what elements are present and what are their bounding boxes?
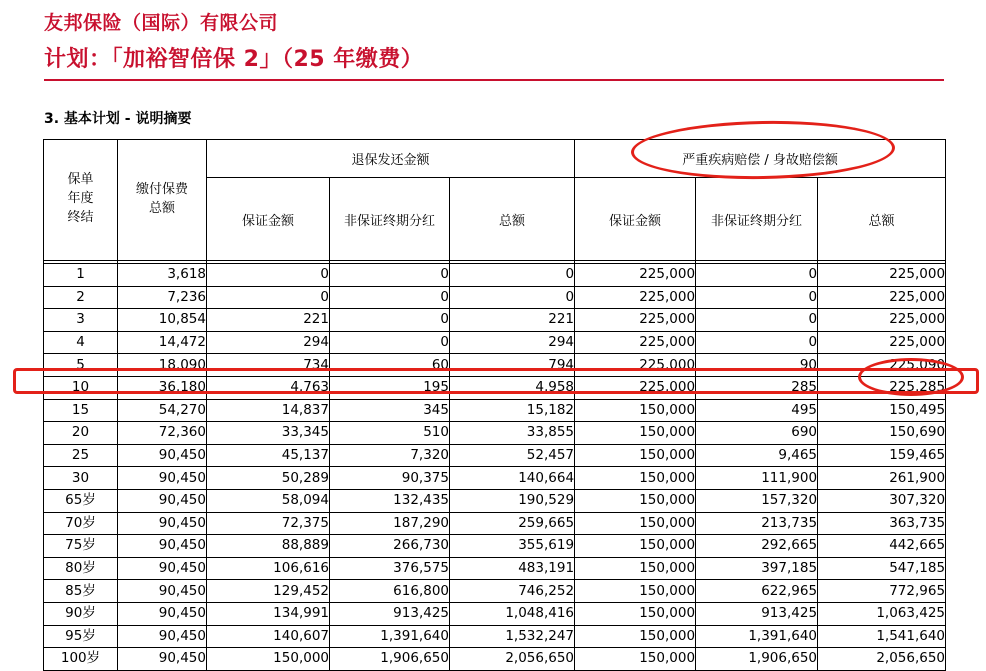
table-row bbox=[44, 444, 946, 467]
cell-claim-bonus: 622,965 bbox=[696, 580, 818, 603]
cell-year: 80岁 bbox=[44, 557, 118, 580]
cell-surrender-bonus: 345 bbox=[330, 399, 450, 422]
header-surrender-guaranteed: 保证金额 bbox=[207, 178, 330, 261]
cell-year: 65岁 bbox=[44, 489, 118, 512]
cell-surrender-bonus: 266,730 bbox=[330, 535, 450, 558]
table-row bbox=[44, 625, 946, 648]
cell-surrender-total: 483,191 bbox=[450, 557, 575, 580]
cell-surrender-guaranteed: 0 bbox=[207, 264, 330, 287]
cell-year: 1 bbox=[44, 264, 118, 287]
cell-premium: 18,090 bbox=[118, 354, 207, 377]
cell-claim-guaranteed: 150,000 bbox=[575, 602, 696, 625]
cell-claim-bonus: 157,320 bbox=[696, 489, 818, 512]
header-claim-amount: 严重疾病赔偿 / 身故赔偿额 bbox=[575, 140, 946, 178]
cell-surrender-total: 1,048,416 bbox=[450, 602, 575, 625]
cell-claim-guaranteed: 225,000 bbox=[575, 264, 696, 287]
cell-claim-bonus: 111,900 bbox=[696, 467, 818, 490]
cell-year: 4 bbox=[44, 331, 118, 354]
cell-surrender-bonus: 0 bbox=[330, 286, 450, 309]
cell-claim-guaranteed: 150,000 bbox=[575, 625, 696, 648]
cell-premium: 54,270 bbox=[118, 399, 207, 422]
cell-year: 100岁 bbox=[44, 648, 118, 671]
cell-claim-total: 1,063,425 bbox=[818, 602, 946, 625]
table-row bbox=[44, 535, 946, 558]
cell-surrender-guaranteed: 150,000 bbox=[207, 648, 330, 671]
header-claim-bonus: 非保证终期分红 bbox=[696, 178, 818, 261]
cell-claim-guaranteed: 150,000 bbox=[575, 399, 696, 422]
cell-claim-total: 225,285 bbox=[818, 376, 946, 399]
cell-surrender-guaranteed: 45,137 bbox=[207, 444, 330, 467]
cell-surrender-guaranteed: 134,991 bbox=[207, 602, 330, 625]
cell-surrender-bonus: 195 bbox=[330, 376, 450, 399]
cell-claim-total: 261,900 bbox=[818, 467, 946, 490]
cell-year: 2 bbox=[44, 286, 118, 309]
cell-surrender-total: 190,529 bbox=[450, 489, 575, 512]
cell-year: 5 bbox=[44, 354, 118, 377]
cell-premium: 90,450 bbox=[118, 580, 207, 603]
cell-surrender-bonus: 7,320 bbox=[330, 444, 450, 467]
cell-claim-bonus: 0 bbox=[696, 264, 818, 287]
cell-claim-bonus: 690 bbox=[696, 422, 818, 445]
cell-surrender-bonus: 132,435 bbox=[330, 489, 450, 512]
cell-year: 70岁 bbox=[44, 512, 118, 535]
header-total-premium: 缴付保费 总额 bbox=[118, 140, 207, 261]
cell-surrender-total: 221 bbox=[450, 309, 575, 332]
cell-year: 10 bbox=[44, 376, 118, 399]
cell-surrender-bonus: 510 bbox=[330, 422, 450, 445]
cell-surrender-total: 0 bbox=[450, 286, 575, 309]
cell-surrender-total: 4,958 bbox=[450, 376, 575, 399]
table-row bbox=[44, 422, 946, 445]
cell-claim-guaranteed: 225,000 bbox=[575, 376, 696, 399]
table-body bbox=[44, 261, 946, 671]
cell-surrender-bonus: 0 bbox=[330, 264, 450, 287]
cell-surrender-total: 355,619 bbox=[450, 535, 575, 558]
cell-surrender-total: 52,457 bbox=[450, 444, 575, 467]
cell-surrender-total: 140,664 bbox=[450, 467, 575, 490]
cell-claim-bonus: 0 bbox=[696, 331, 818, 354]
cell-claim-total: 225,000 bbox=[818, 264, 946, 287]
cell-surrender-total: 0 bbox=[450, 264, 575, 287]
cell-claim-bonus: 0 bbox=[696, 309, 818, 332]
cell-claim-total: 159,465 bbox=[818, 444, 946, 467]
cell-surrender-bonus: 1,906,650 bbox=[330, 648, 450, 671]
cell-premium: 90,450 bbox=[118, 625, 207, 648]
cell-year: 95岁 bbox=[44, 625, 118, 648]
cell-surrender-total: 15,182 bbox=[450, 399, 575, 422]
cell-claim-guaranteed: 225,000 bbox=[575, 309, 696, 332]
cell-claim-total: 547,185 bbox=[818, 557, 946, 580]
cell-year: 85岁 bbox=[44, 580, 118, 603]
table-row bbox=[44, 376, 946, 399]
table-row bbox=[44, 580, 946, 603]
cell-claim-guaranteed: 150,000 bbox=[575, 648, 696, 671]
table-row bbox=[44, 512, 946, 535]
cell-premium: 10,854 bbox=[118, 309, 207, 332]
cell-surrender-guaranteed: 294 bbox=[207, 331, 330, 354]
table-row bbox=[44, 264, 946, 287]
table-row bbox=[44, 467, 946, 490]
cell-claim-bonus: 495 bbox=[696, 399, 818, 422]
cell-claim-total: 150,495 bbox=[818, 399, 946, 422]
cell-claim-bonus: 213,735 bbox=[696, 512, 818, 535]
cell-premium: 90,450 bbox=[118, 489, 207, 512]
cell-premium: 90,450 bbox=[118, 557, 207, 580]
cell-surrender-guaranteed: 88,889 bbox=[207, 535, 330, 558]
cell-claim-total: 225,000 bbox=[818, 309, 946, 332]
cell-premium: 90,450 bbox=[118, 602, 207, 625]
table-row bbox=[44, 309, 946, 332]
plan-title: 计划：「加裕智倍保 2」（25 年缴费） bbox=[44, 47, 424, 72]
cell-year: 30 bbox=[44, 467, 118, 490]
cell-surrender-guaranteed: 72,375 bbox=[207, 512, 330, 535]
table-row bbox=[44, 557, 946, 580]
cell-claim-total: 363,735 bbox=[818, 512, 946, 535]
cell-surrender-guaranteed: 140,607 bbox=[207, 625, 330, 648]
cell-surrender-total: 294 bbox=[450, 331, 575, 354]
cell-year: 25 bbox=[44, 444, 118, 467]
cell-claim-guaranteed: 150,000 bbox=[575, 444, 696, 467]
cell-claim-bonus: 292,665 bbox=[696, 535, 818, 558]
header-surrender-bonus: 非保证终期分红 bbox=[330, 178, 450, 261]
cell-year: 90岁 bbox=[44, 602, 118, 625]
cell-premium: 7,236 bbox=[118, 286, 207, 309]
title-divider bbox=[44, 79, 944, 81]
header-surrender-total: 总额 bbox=[450, 178, 575, 261]
cell-claim-bonus: 1,906,650 bbox=[696, 648, 818, 671]
cell-claim-guaranteed: 225,000 bbox=[575, 286, 696, 309]
header-claim-guaranteed: 保证金额 bbox=[575, 178, 696, 261]
cell-surrender-total: 794 bbox=[450, 354, 575, 377]
cell-surrender-guaranteed: 734 bbox=[207, 354, 330, 377]
cell-surrender-total: 2,056,650 bbox=[450, 648, 575, 671]
cell-claim-bonus: 1,391,640 bbox=[696, 625, 818, 648]
cell-claim-bonus: 913,425 bbox=[696, 602, 818, 625]
header-surrender-value: 退保发还金额 bbox=[207, 140, 575, 178]
cell-premium: 90,450 bbox=[118, 535, 207, 558]
table-row bbox=[44, 602, 946, 625]
cell-year: 3 bbox=[44, 309, 118, 332]
cell-surrender-guaranteed: 58,094 bbox=[207, 489, 330, 512]
table-row bbox=[44, 399, 946, 422]
cell-claim-total: 225,000 bbox=[818, 331, 946, 354]
cell-surrender-guaranteed: 106,616 bbox=[207, 557, 330, 580]
cell-premium: 14,472 bbox=[118, 331, 207, 354]
company-name: 友邦保险（国际）有限公司 bbox=[44, 12, 279, 34]
cell-surrender-bonus: 1,391,640 bbox=[330, 625, 450, 648]
cell-surrender-total: 746,252 bbox=[450, 580, 575, 603]
cell-surrender-total: 259,665 bbox=[450, 512, 575, 535]
cell-year: 15 bbox=[44, 399, 118, 422]
table-row bbox=[44, 354, 946, 377]
cell-claim-total: 2,056,650 bbox=[818, 648, 946, 671]
cell-claim-guaranteed: 150,000 bbox=[575, 535, 696, 558]
cell-premium: 90,450 bbox=[118, 648, 207, 671]
cell-claim-bonus: 90 bbox=[696, 354, 818, 377]
cell-surrender-guaranteed: 221 bbox=[207, 309, 330, 332]
cell-surrender-bonus: 616,800 bbox=[330, 580, 450, 603]
cell-premium: 90,450 bbox=[118, 444, 207, 467]
cell-surrender-guaranteed: 4,763 bbox=[207, 376, 330, 399]
cell-surrender-total: 33,855 bbox=[450, 422, 575, 445]
cell-surrender-bonus: 0 bbox=[330, 331, 450, 354]
cell-surrender-guaranteed: 50,289 bbox=[207, 467, 330, 490]
table-row bbox=[44, 331, 946, 354]
cell-claim-guaranteed: 225,000 bbox=[575, 354, 696, 377]
cell-claim-bonus: 0 bbox=[696, 286, 818, 309]
illustration-table bbox=[43, 139, 946, 671]
cell-surrender-guaranteed: 129,452 bbox=[207, 580, 330, 603]
cell-premium: 36,180 bbox=[118, 376, 207, 399]
cell-surrender-bonus: 0 bbox=[330, 309, 450, 332]
cell-claim-guaranteed: 150,000 bbox=[575, 489, 696, 512]
cell-claim-guaranteed: 150,000 bbox=[575, 580, 696, 603]
cell-claim-guaranteed: 225,000 bbox=[575, 331, 696, 354]
cell-surrender-guaranteed: 0 bbox=[207, 286, 330, 309]
cell-surrender-guaranteed: 14,837 bbox=[207, 399, 330, 422]
cell-claim-guaranteed: 150,000 bbox=[575, 557, 696, 580]
cell-claim-total: 1,541,640 bbox=[818, 625, 946, 648]
table-row bbox=[44, 489, 946, 512]
cell-premium: 72,360 bbox=[118, 422, 207, 445]
cell-claim-total: 772,965 bbox=[818, 580, 946, 603]
section-title: 3. 基本计划 - 说明摘要 bbox=[44, 111, 192, 127]
cell-surrender-bonus: 376,575 bbox=[330, 557, 450, 580]
cell-surrender-total: 1,532,247 bbox=[450, 625, 575, 648]
cell-surrender-bonus: 60 bbox=[330, 354, 450, 377]
cell-premium: 3,618 bbox=[118, 264, 207, 287]
cell-premium: 90,450 bbox=[118, 467, 207, 490]
cell-claim-total: 225,090 bbox=[818, 354, 946, 377]
cell-claim-total: 442,665 bbox=[818, 535, 946, 558]
cell-claim-total: 307,320 bbox=[818, 489, 946, 512]
cell-claim-total: 150,690 bbox=[818, 422, 946, 445]
header-policy-year: 保单 年度 终结 bbox=[44, 140, 118, 261]
table-row bbox=[44, 286, 946, 309]
cell-claim-bonus: 397,185 bbox=[696, 557, 818, 580]
cell-surrender-guaranteed: 33,345 bbox=[207, 422, 330, 445]
cell-claim-bonus: 285 bbox=[696, 376, 818, 399]
cell-claim-guaranteed: 150,000 bbox=[575, 467, 696, 490]
table-row bbox=[44, 648, 946, 671]
cell-surrender-bonus: 913,425 bbox=[330, 602, 450, 625]
cell-year: 75岁 bbox=[44, 535, 118, 558]
cell-surrender-bonus: 90,375 bbox=[330, 467, 450, 490]
header-claim-total: 总额 bbox=[818, 178, 946, 261]
cell-claim-total: 225,000 bbox=[818, 286, 946, 309]
cell-premium: 90,450 bbox=[118, 512, 207, 535]
cell-claim-guaranteed: 150,000 bbox=[575, 512, 696, 535]
cell-claim-guaranteed: 150,000 bbox=[575, 422, 696, 445]
cell-claim-bonus: 9,465 bbox=[696, 444, 818, 467]
cell-surrender-bonus: 187,290 bbox=[330, 512, 450, 535]
cell-year: 20 bbox=[44, 422, 118, 445]
